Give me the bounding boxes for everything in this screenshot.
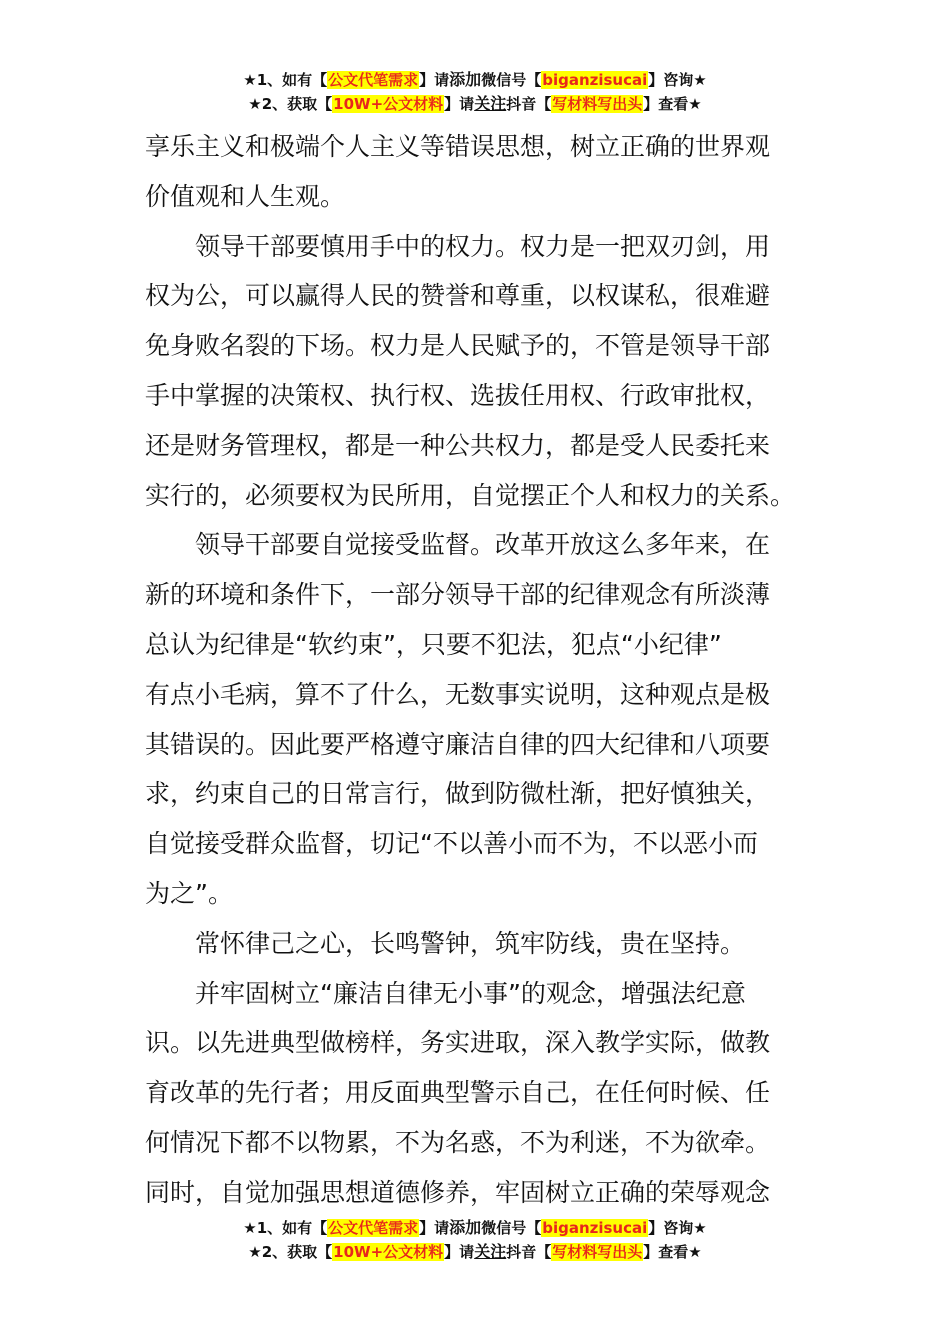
body-line: 何情况下都不以物累，不为名惑，不为利迷，不为欲牵。 [145, 1127, 771, 1157]
body-line: 有点小毛病，算不了什么，无数事实说明，这种观点是极 [145, 679, 771, 709]
promo-line-2: ★2、获取【10W+公文材料】请关注抖音【写材料写出头】查看★ [248, 1242, 702, 1261]
highlight-wechat-id: biganzisucai [542, 71, 648, 89]
star-icon: ★ [693, 1219, 707, 1237]
body-line: 领导干部要自觉接受监督。改革开放这么多年来，在 [195, 530, 771, 560]
highlight-service: 公文代笔需求 [328, 71, 419, 89]
highlight-douyin-account: 写材料写出头 [552, 95, 643, 113]
body-line: 常怀律己之心，长鸣警钟，筑牢防线，贵在坚持。 [195, 928, 746, 958]
star-icon: ★ [248, 95, 262, 113]
body-line: 还是财务管理权，都是一种公共权力，都是受人民委托来 [145, 430, 771, 460]
promo-line-1: ★1、如有【公文代笔需求】请添加微信号【biganzisucai】咨询★ [243, 70, 707, 89]
star-icon: ★ [243, 1219, 257, 1237]
promo-line-1: ★1、如有【公文代笔需求】请添加微信号【biganzisucai】咨询★ [243, 1218, 707, 1237]
body-line: 求，约束自己的日常言行，做到防微杜渐，把好慎独关， [145, 779, 771, 809]
star-icon: ★ [688, 95, 702, 113]
star-icon: ★ [243, 71, 257, 89]
body-line: 享乐主义和极端个人主义等错误思想，树立正确的世界观 [145, 132, 771, 161]
star-icon: ★ [693, 71, 707, 89]
body-line: 育改革的先行者；用反面典型警示自己，在任何时候、任 [145, 1078, 771, 1108]
body-line: 免身败名裂的下场。权力是人民赋予的，不管是领导干部 [145, 331, 771, 361]
star-icon: ★ [248, 1243, 262, 1261]
body-line: 为之”。 [145, 878, 233, 908]
promo-line-2: ★2、获取【10W+公文材料】请关注抖音【写材料写出头】查看★ [248, 94, 702, 113]
highlight-service: 公文代笔需求 [328, 1219, 419, 1237]
body-line: 权为公，可以赢得人民的赞誉和尊重，以权谋私，很难避 [145, 281, 771, 311]
highlight-materials: 10W+公文材料 [333, 1243, 444, 1261]
highlight-douyin-account: 写材料写出头 [552, 1243, 643, 1261]
body-line: 其错误的。因此要严格遵守廉洁自律的四大纪律和八项要 [145, 729, 771, 759]
body-line: 自觉接受群众监督，切记“不以善小而不为，不以恶小而 [145, 829, 758, 859]
body-line: 同时，自觉加强思想道德修养，牢固树立正确的荣辱观念 [145, 1177, 771, 1207]
highlight-wechat-id: biganzisucai [542, 1219, 648, 1237]
footer-promo-banner [0, 1216, 950, 1264]
body-line: 手中掌握的决策权、执行权、选拔任用权、行政审批权， [145, 380, 771, 410]
star-icon: ★ [688, 1243, 702, 1261]
body-line: 新的环境和条件下，一部分领导干部的纪律观念有所淡薄 [145, 580, 771, 610]
body-line: 价值观和人生观。 [145, 181, 346, 211]
body-line: 实行的，必须要权为民所用，自觉摆正个人和权力的关系。 [145, 480, 796, 510]
document-body [145, 122, 810, 1218]
body-line: 并牢固树立“廉洁自律无小事”的观念，增强法纪意 [195, 978, 746, 1008]
header-promo-banner [0, 68, 950, 116]
highlight-materials: 10W+公文材料 [333, 95, 444, 113]
body-line: 识。以先进典型做榜样，务实进取，深入教学实际，做教 [145, 1028, 771, 1058]
body-line: 总认为纪律是“软约束”，只要不犯法，犯点“小纪律” [145, 629, 722, 659]
body-line: 领导干部要慎用手中的权力。权力是一把双刃剑，用 [195, 231, 771, 261]
